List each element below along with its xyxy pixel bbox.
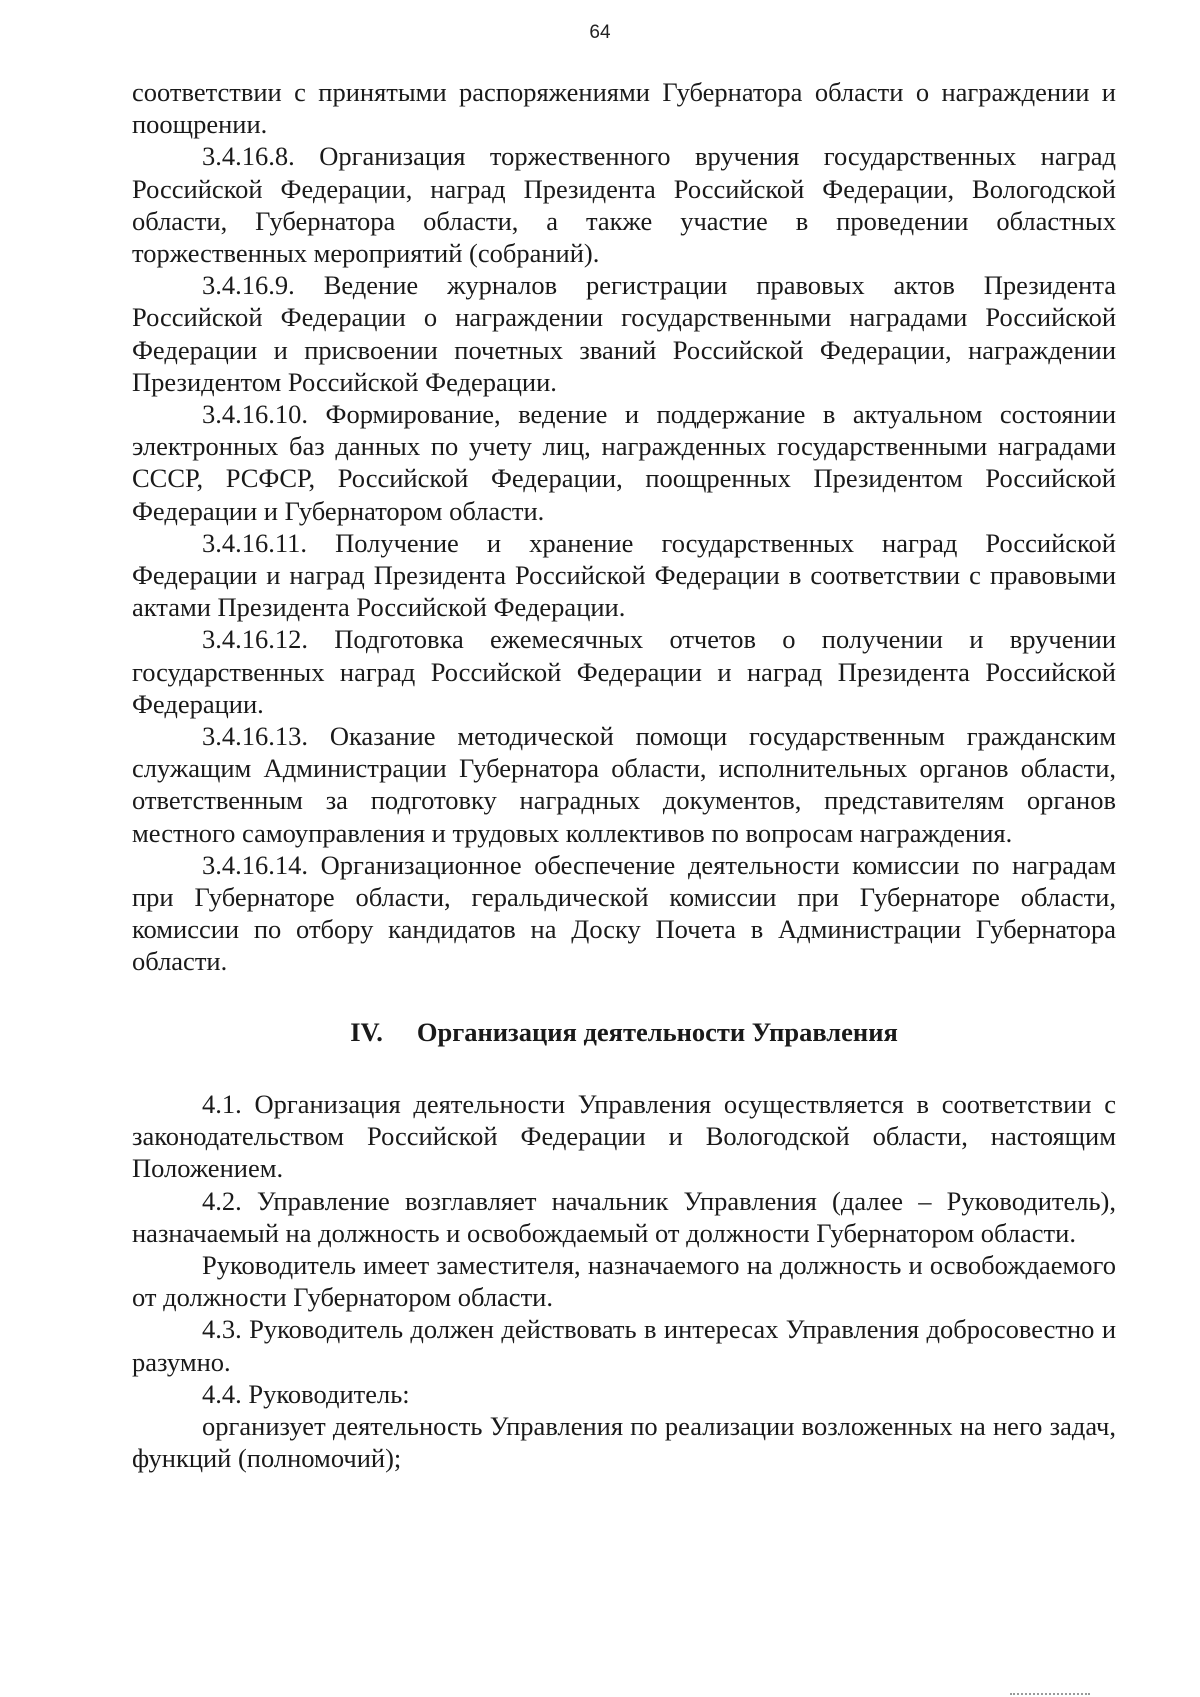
paragraph: 3.4.16.9. Ведение журналов регистрации правовых актов Президента Российской Федерации о награждении государственными наградами Российской Федерации и присвоении почетных званий Российской Федерации, награждении Президентом Российской Федерации. xyxy=(132,270,1116,397)
document-body xyxy=(132,76,1116,1474)
paragraph: 3.4.16.11. Получение и хранение государственных наград Российской Федерации и наград Президента Российской Федерации в соответствии с правовыми актами Президента Российской Федерации. xyxy=(132,527,1116,623)
paragraph: 4.3. Руководитель должен действовать в интересах Управления добросовестно и разумно. xyxy=(132,1314,1116,1377)
paragraph: соответствии с принятыми распоряжениями Губернатора области о награждении и поощрении. xyxy=(132,77,1116,140)
paragraph: организует деятельность Управления по реализации возложенных на него задач, функций (полномочий); xyxy=(132,1410,1116,1474)
paragraph: 3.4.16.8. Организация торжественного вручения государственных наград Российской Федерации, наград Президента Российской Федерации, Вологодской области, Губернатора области, а также участие в проведении областных торжественных мероприятий (собраний). xyxy=(132,141,1116,269)
section-number: IV. xyxy=(350,1016,383,1047)
section-heading xyxy=(132,1016,1116,1048)
paragraph: Руководитель имеет заместителя, назначаемого на должность и освобождаемого от должности Губернатором области. xyxy=(132,1249,1116,1313)
paragraph: 3.4.16.14. Организационное обеспечение деятельности комиссии по наградам при Губернаторе области, геральдической комиссии при Губернаторе области, комиссии по отбору кандидатов на Доску Почета в Администрации Губернатора области. xyxy=(132,849,1116,977)
page-number: 64 xyxy=(589,22,611,43)
paragraph: 3.4.16.13. Оказание методической помощи государственным гражданским служащим Администрации Губернатора области, исполнительных органов области, ответственным за подготовку наградных документов, представителям органов местного самоуправления и трудовых коллективов по вопросам награждения. xyxy=(132,721,1116,848)
section-title: Организация деятельности Управления xyxy=(416,1016,898,1047)
paragraph: 4.2. Управление возглавляет начальник Управления (далее – Руководитель), назначаемый на должность и освобождаемый от должности Губернатором области. xyxy=(132,1185,1116,1248)
scan-artifact xyxy=(1010,1685,1090,1695)
paragraph: 3.4.16.10. Формирование, ведение и поддержание в актуальном состоянии электронных баз данных по учету лиц, награжденных государственными наградами СССР, РСФСР, Российской Федерации, поощренных Президентом Российской Федерации и Губернатором области. xyxy=(132,399,1116,526)
paragraph: 4.4. Руководитель: xyxy=(202,1378,410,1409)
paragraph: 4.1. Организация деятельности Управления осуществляется в соответствии с законодательством Российской Федерации и Вологодской области, настоящим Положением. xyxy=(132,1088,1116,1184)
paragraphs-after xyxy=(132,1088,1116,1474)
paragraph: 3.4.16.12. Подготовка ежемесячных отчетов о получении и вручении государственных наград Российской Федерации и наград Президента Российской Федерации. xyxy=(132,624,1116,719)
paragraphs-before xyxy=(132,76,1116,978)
